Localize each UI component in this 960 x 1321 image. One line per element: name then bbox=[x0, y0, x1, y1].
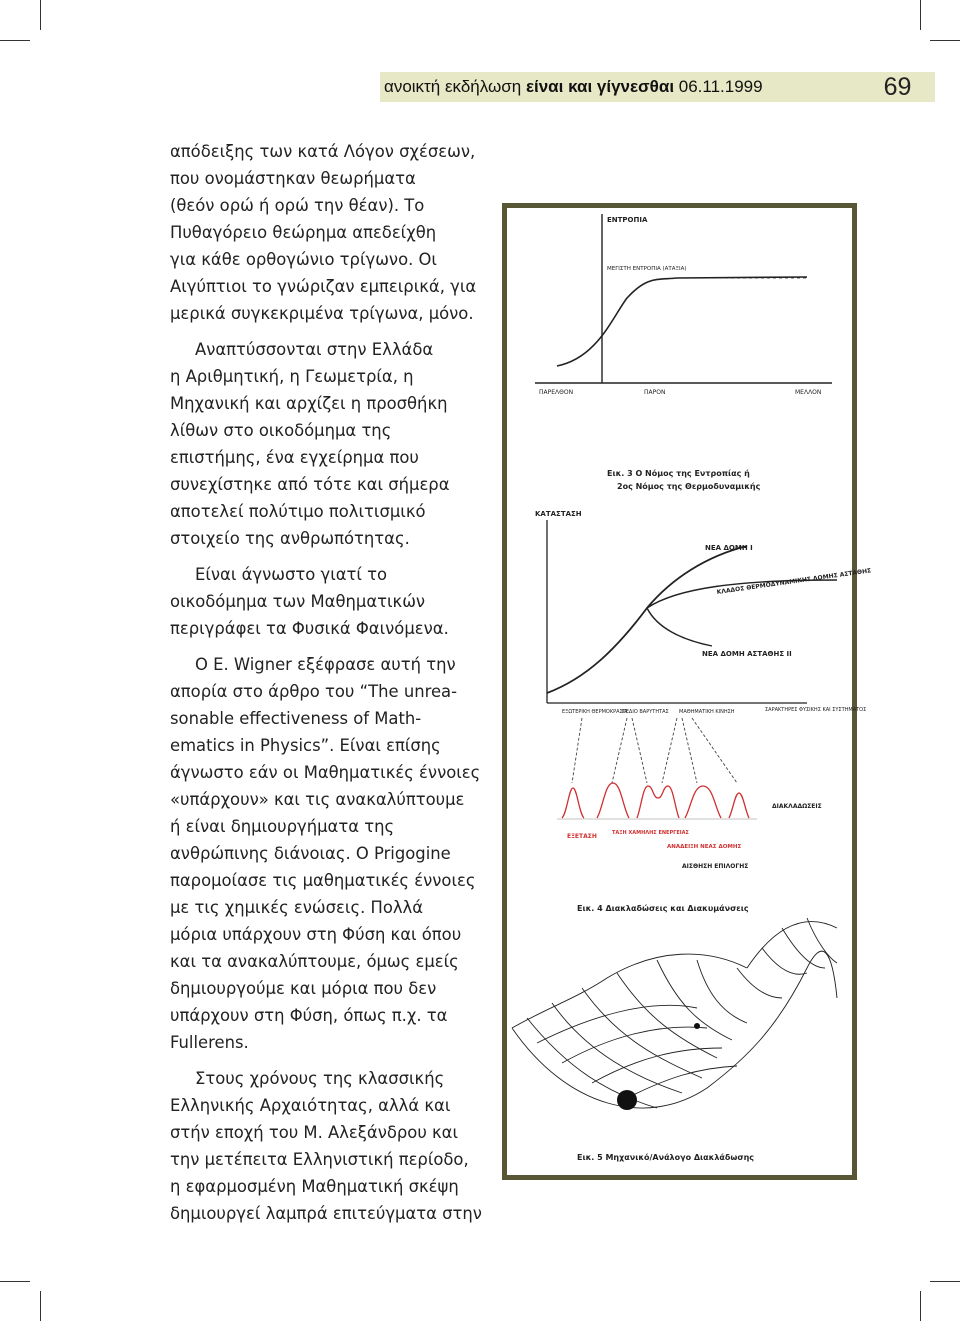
fig4-thermo-branch bbox=[647, 580, 837, 608]
paragraph-5: Στους χρόνους της κλασσικής Ελληνικής Αρχαιότητας, αλλά και στήν εποχή του Μ. Αλεξάνδρου και την μετέπειτα Ελληνιστική περίοδο, η εφαρμοσμένη Μαθηματική σκέψη δημιουργεί λαμπρά επιτεύγματα στην bbox=[170, 1069, 482, 1223]
header-date: 06.11.1999 bbox=[674, 77, 763, 96]
paragraph-4: Ο Ε. Wigner εξέφρασε αυτή την απορία στο άρθρο του “The unrea- sonable effectiveness of Math- ematics in Physics”. Είναι επίσης άγνωστο εάν οι Μαθηματικές έννοιες «υπάρχουν» και τις ανακαλύπτουμε ή είναι δημιουργήματα της ανθρώπινης διάνοιας. Ο Prigogine παρομοίασε τις μαθηματικές έννοιες με τις χημικές ενώσεις. Πολλά μόρια υπάρχουν στη Φύση και όπου και τα ανακαλύπτουμε, όμως εμείς δημιουργούμε και μόρια που δεν υπάρχουν στη Φύση, όπως π.χ. τα Fullerens. bbox=[170, 655, 481, 1052]
header-title-plain: ανοικτή εκδήλωση bbox=[384, 77, 526, 96]
fig4-red-label-2: ΤΑΞΗ ΧΑΜΗΛΗΣ ΕΝΕΡΓΕΙΑΣ bbox=[612, 830, 689, 836]
fig4-red-peaks bbox=[562, 783, 749, 818]
fig4-right-label: ΣΑΡΑΚΤΗΡΕΣ ΦΥΣΙΚΗΣ ΚΑΙ ΣΥΣΤΗΜΑΤΟΣ bbox=[765, 707, 867, 713]
crop-mark bbox=[930, 40, 960, 41]
fig5-surface-mesh bbox=[512, 918, 837, 1108]
fig3-max-label: ΜΕΓΙΣΤΗ ΕΝΤΡΟΠΙΑ (ΑΤΑΞΙΑ) bbox=[607, 266, 687, 272]
fig3-caption-line2: 2ος Νόμος της Θερμοδυναμικής bbox=[617, 482, 761, 491]
crop-mark bbox=[40, 1291, 41, 1321]
running-header-title bbox=[380, 77, 763, 97]
fig3-x-left: ΠΑΡΕΛΘΟΝ bbox=[539, 389, 574, 396]
article-body bbox=[170, 138, 505, 1227]
fig5-ball bbox=[617, 1090, 637, 1110]
fig5-dot bbox=[694, 1023, 700, 1029]
fig4-branch-2 bbox=[647, 608, 712, 646]
fig4-branch1-label: ΝΕΑ ΔΟΜΗ I bbox=[705, 544, 753, 552]
figures-panel bbox=[502, 203, 872, 1180]
fig3-caption-line1: Εικ. 3 Ο Νόμος της Εντροπίας ή bbox=[607, 469, 750, 478]
fig4-label-a: ΕΞΩΤΕΡΙΚΗ ΘΕΡΜΟΚΡΑΣΙΑ bbox=[562, 709, 628, 715]
fig5-caption: Εικ. 5 Μηχανικό/Ανάλογο Διακλάδωσης bbox=[577, 1153, 755, 1162]
crop-mark bbox=[40, 0, 41, 30]
header-title-bold: είναι και γίγνεσθαι bbox=[525, 77, 675, 96]
fig4-right-mid-label: ΔΙΑΚΛΑΔΩΣΕΙΣ bbox=[772, 803, 822, 810]
fig4-label-b: ΠΕΔΙΟ ΒΑΡΥΤΗΤΑΣ bbox=[622, 709, 669, 715]
paragraph-3: Είναι άγνωστο γιατί το οικοδόμημα των Μαθηματικών περιγράφει τα Φυσικά Φαινόμενα. bbox=[170, 565, 449, 638]
paragraph-1: απόδειξης των κατά Λόγον σχέσεων, που ονομάστηκαν θεωρήματα (θεόν ορώ ή ορώ την θέαν). Το Πυθαγόρειο θεώρημα απεδείχθη για κάθε ορθογώνιο τρίγωνο. Οι Αιγύπτιοι το γνώριζαν εμπειρικά, για μερικά συγκεκριμένα τρίγωνα, μόνο. bbox=[170, 142, 477, 323]
crop-mark bbox=[0, 1281, 30, 1282]
fig4-caption: Εικ. 4 Διακλαδώσεις και Διακυμάνσεις bbox=[577, 904, 749, 913]
fig4-red-label-1: ΕΞΕΤΑΣΗ bbox=[567, 833, 597, 840]
fig3-y-label: ΕΝΤΡΟΠΙΑ bbox=[607, 216, 648, 224]
figure-5 bbox=[512, 918, 837, 1162]
figure-3 bbox=[535, 214, 832, 491]
crop-mark bbox=[930, 1281, 960, 1282]
fig3-entropy-curve bbox=[557, 277, 807, 366]
fig4-branch2-label: ΝΕΑ ΔΟΜΗ ΑΣΤΑΘΗΣ II bbox=[702, 650, 792, 658]
fig3-x-mid: ΠΑΡΟΝ bbox=[644, 389, 666, 396]
fig4-under-label: ΑΙΣΘΗΣΗ ΕΠΙΛΟΓΗΣ bbox=[682, 863, 749, 870]
crop-mark bbox=[0, 40, 30, 41]
fig3-x-right: ΜΕΛΛΟΝ bbox=[795, 389, 822, 396]
running-header bbox=[380, 72, 935, 102]
fig4-thermo-label: ΚΛΑΔΟΣ ΘΕΡΜΟΔΥΝΑΜΙΚΗΣ ΔΟΜΗΣ ΑΣΤΑΘΗΣ bbox=[716, 567, 872, 596]
fig4-label-c: ΜΑΘΗΜΑΤΙΚΗ ΚΙΝΗΣΗ bbox=[679, 709, 735, 715]
fig4-dashed-lines bbox=[572, 718, 737, 783]
fig4-y-label: ΚΑΤΑΣΤΑΣΗ bbox=[535, 510, 582, 518]
fig4-lower-branch bbox=[547, 546, 747, 693]
crop-mark bbox=[920, 0, 921, 30]
crop-mark bbox=[920, 1291, 921, 1321]
paragraph-2: Αναπτύσσονται στην Ελλάδα η Αριθμητική, η Γεωμετρία, η Μηχανική και αρχίζει η προσθήκη λίθων στο οικοδόμημα της επιστήμης, ένα εγχείρημα που συνεχίστηκε από τότε και σήμερα αποτελεί πολύτιμο πολιτισμικό στοιχείο της ανθρωπότητας. bbox=[170, 340, 450, 548]
figures-svg bbox=[507, 208, 872, 1175]
figure-4 bbox=[535, 510, 872, 913]
page-number: 69 bbox=[883, 73, 912, 101]
fig4-red-label-3: ΑΝΑΔΕΙΞΗ ΝΕΑΣ ΔΟΜΗΣ bbox=[667, 844, 742, 850]
